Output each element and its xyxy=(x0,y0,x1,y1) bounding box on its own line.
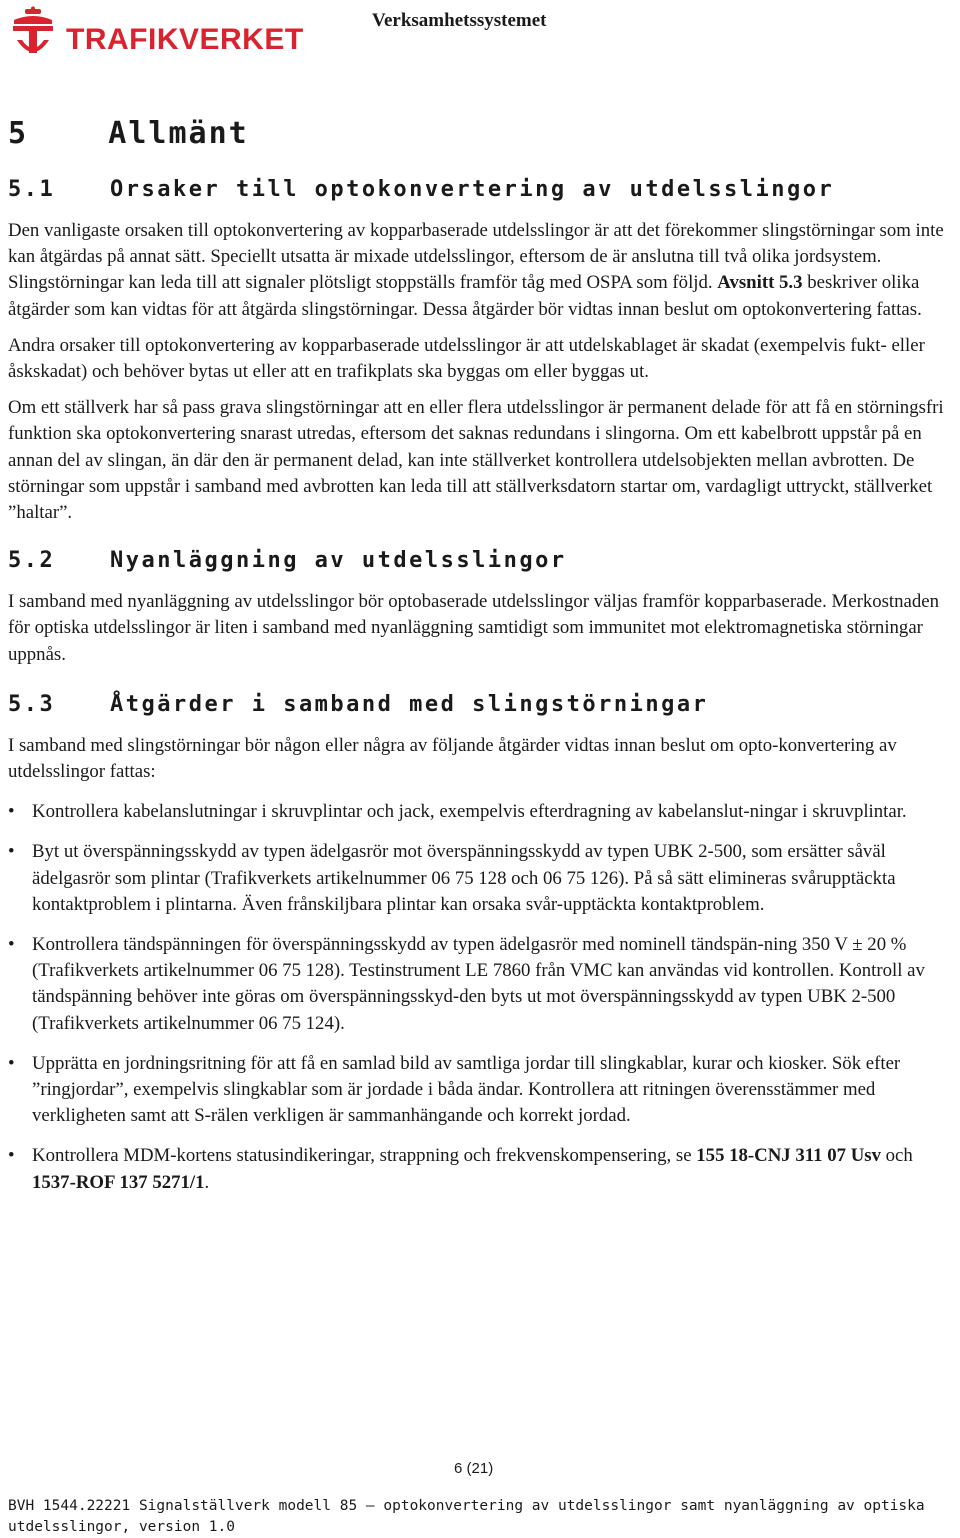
paragraph: I samband med nyanläggning av utdelsslingor bör optobaserade utdelsslingor väljas framför kopparbaserade. Merkostnaden för optiska utdelsslingor är liten i samband med nyanläggning samtidigt som immunitet mot elektromagnetiska störningar uppnås. xyxy=(8,591,939,665)
section-number: 5.1 xyxy=(8,177,56,202)
section-title: Åtgärder i samband med slingstörningar xyxy=(110,691,709,717)
section-reference: Avsnitt 5.3 xyxy=(717,272,803,294)
paragraph: Om ett ställverk har så pass grava slingstörningar att en eller flera utdelsslingor är permanent delade för att få en störningsfri funktion ska optokonvertering snarast utredas, eftersom det saknas redundans i slingorna. Om ett kabelbrott uppstår på en annan del av slingan, än där den är permanent delad, kan inte ställverket kontrollera utdelsobjekten mellan avbrotten. De störningar som uppstår i samband med avbrotten kan leda till att ställverksdatorn startar om, vardagligt uttryckt, ställverket ”haltar”. xyxy=(8,397,944,524)
section-5-1-heading xyxy=(8,177,958,202)
document-body xyxy=(8,116,958,1210)
text-run: beskriver olika åtgärder som kan vidtas för att åtgärda slingstörningar. Dessa åtgärder bör vidtas innan beslut om optokonvertering fattas. xyxy=(8,272,922,320)
trafikverket-logo xyxy=(8,6,304,62)
text-run: Den vanligaste orsaken till optokonvertering av kopparbaserade utdelsslingor är att det förekommer slingstörningar som inte kan åtgärdas på annat sätt. Speciellt utsatta är mixade utdelsslingor, eftersom de är anslutna till två olika jordsystem. Slingstörningar kan leda till att signaler plötsligt stoppställs framför tåg med OSPA som följd. xyxy=(8,220,944,294)
paragraph: I samband med slingstörningar bör någon eller några av följande åtgärder vidtas innan beslut om opto-konvertering av utdelsslingor fattas: xyxy=(8,734,897,783)
crown-emblem-icon xyxy=(8,6,58,60)
section-number: 5.2 xyxy=(8,548,56,574)
document-reference: 1537-ROF 137 5271/1 xyxy=(32,1171,205,1193)
list-item-text: Kontrollera tändspänningen för överspänningsskydd av typen ädelgasrör med nominell tändspän-ning 350 V ± 20 % (Trafikverkets artikelnummer 06 75 128). Testinstrument LE 7860 från VMC kan användas vid kontrollen. Kontroll av tändspänning behöver inte göras om överspänningsskyd-den byts ut mot överspänningsskydd av typen UBK 2-500 (Trafikverkets artikelnummer 06 75 124). xyxy=(32,934,925,1034)
section-5-heading: 5 Allmänt xyxy=(8,116,249,151)
section-title: Nyanläggning av utdelsslingor xyxy=(110,548,567,574)
list-item xyxy=(8,1143,958,1195)
list-item xyxy=(8,932,958,1037)
bullet-icon: • xyxy=(8,934,15,956)
paragraph: Andra orsaker till optokonvertering av kopparbaserade utdelsslingor är att utdelskablaget är skadat (exempelvis fukt- eller åskskadat) och behöver bytas ut eller att en trafikplats ska byggas om eller byggas ut. xyxy=(8,334,925,383)
bullet-icon: • xyxy=(8,1145,15,1167)
paragraph xyxy=(8,218,958,323)
list-item xyxy=(8,839,958,918)
list-item-text: Kontrollera kabelanslutningar i skruvplintar och jack, exempelvis efterdragning av kabelanslut-ningar i skruvplintar. xyxy=(32,801,907,823)
page-header xyxy=(0,0,960,70)
text-run: . xyxy=(204,1171,210,1193)
page-number: 6 (21) xyxy=(454,1460,494,1477)
logo-wordmark: TRAFIKVERKET xyxy=(66,23,304,56)
section-number: 5.3 xyxy=(8,691,56,717)
list-item xyxy=(8,1051,958,1130)
text-run: och xyxy=(880,1145,913,1167)
bullet-icon: • xyxy=(8,801,15,823)
bullet-icon: • xyxy=(8,841,15,863)
header-title: Verksamhetssystemet xyxy=(372,10,547,31)
action-list xyxy=(8,799,958,1196)
section-title: Orsaker till optokonvertering av utdelsslingor xyxy=(110,177,835,202)
section-5-2-heading xyxy=(8,548,958,573)
section-5-3-heading xyxy=(8,692,958,717)
list-item-text: Upprätta en jordningsritning för att få en samlad bild av samtliga jordar till slingkablar, kurar och kiosker. Sök efter ”ringjordar”, exempelvis slingkablar som är jordade i båda ändar. Kontrollera att ritningen överensstämmer med verkligheten samt att S-rälen verkligen är sammanhängande och korrekt jordad. xyxy=(32,1052,901,1127)
text-run: Kontrollera MDM-kortens statusindikeringar, strappning och frekvenskompensering, se xyxy=(32,1145,697,1167)
document-reference: 155 18-CNJ 311 07 Usv xyxy=(696,1145,881,1167)
document-reference-footer: BVH 1544.22221 Signalställverk modell 85 – optokonvertering av utdelsslingor samt nyanläggning av optiska utdelsslingor, version 1.0 xyxy=(8,1498,925,1535)
list-item xyxy=(8,799,958,825)
list-item-text: Byt ut överspänningsskydd av typen ädelgasrör mot överspänningsskydd av typen UBK 2-500, som ersätter såväl ädelgasrör som plintar (Trafikverkets artikelnummer 06 75 128 och 06 75 126). På så sätt elimineras svårupptäckta kontaktproblem i plintarna. Även frånskiljbara plintar kan orsaka svår-upptäckta kontaktproblem. xyxy=(32,841,896,915)
bullet-icon: • xyxy=(8,1052,15,1074)
